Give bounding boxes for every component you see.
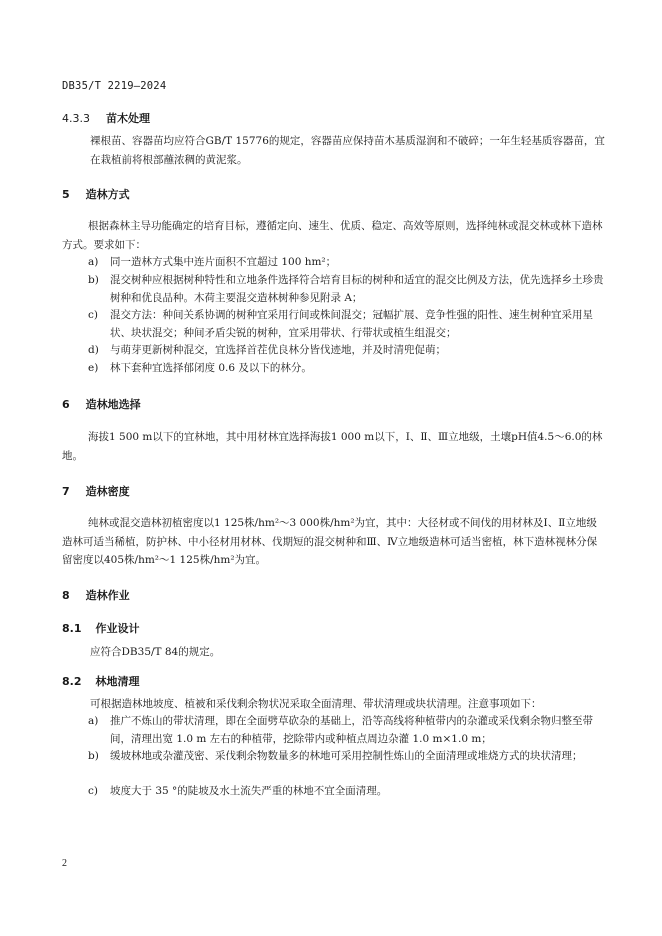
section-number: 8.1 — [62, 622, 82, 635]
section-8-2-heading — [62, 673, 140, 689]
section-title: 造林地选择 — [85, 398, 141, 411]
section-8-1-paragraph: 应符合DB35/T 84的规定。 — [90, 646, 221, 658]
section-title: 造林方式 — [85, 188, 130, 201]
list-text: 混交树种应根据树种特性和立地条件选择符合培育目标的树种和适宜的混交比例及方法，优先选择乡土珍贵树种和优良品种。木荷主要混交造林树种参见附录 A； — [110, 274, 604, 304]
section-4-3-3-paragraph: 裸根苗、容器苗均应符合GB/T 15776的规定，容器苗应保持苗木基质湿润和不破碎；一年生轻基质容器苗，宜在栽植前将根部蘸浓稠的黄泥浆。 — [90, 135, 605, 166]
section-title: 造林密度 — [85, 485, 130, 498]
page-number: 2 — [62, 858, 67, 869]
list-text: 推广不炼山的带状清理，即在全面劈草砍杂的基础上，沿等高线将种植带内的杂灌或采伐剩余物归整至带间，清理出宽 1.0 m 左右的种植带，挖除带内或种植点周边杂灌 1.0 m×1.0 m； — [110, 715, 593, 745]
list-label: a) — [88, 715, 99, 727]
section-number: 7 — [62, 485, 70, 498]
section-8-1-heading — [62, 620, 140, 636]
section-8-heading — [62, 587, 130, 603]
standard-code-header: DB35/T 2219—2024 — [62, 80, 167, 92]
list-text: 混交方法：种间关系协调的树种宜采用行间或株间混交；冠幅扩展、竞争性强的阳性、速生树种宜采用星状、块状混交；种间矛盾尖锐的树种，宜采用带状、行带状或植生组混交； — [110, 309, 593, 339]
section-number: 6 — [62, 398, 70, 411]
section-5-heading — [62, 186, 130, 202]
section-number: 4.3.3 — [62, 112, 90, 125]
section-7-paragraph: 纯林或混交造林初植密度以1 125株/hm²～3 000株/hm²为宜，其中：大径材或不间伐的用材林及Ⅰ、Ⅱ立地级造林可适当稀植，防护林、中小径材用材林、伐期短的混交树种和Ⅲ、Ⅳ立地级造林可适当密植，林下造林视林分保留密度以405株/hm²～1 125株/hm²为宜。 — [62, 517, 598, 566]
list-item — [88, 254, 608, 272]
list-item — [88, 307, 608, 342]
list-text: 与萌芽更新树种混交，宜选择首茬优良林分皆伐迹地，并及时清兜促萌； — [110, 344, 446, 356]
section-title: 林地清理 — [95, 675, 140, 688]
section-number: 8.2 — [62, 675, 82, 688]
list-text: 缓坡林地或杂灌茂密、采伐剩余物数量多的林地可采用控制性炼山的全面清理或堆烧方式的块状清理； — [110, 750, 583, 762]
list-text: 坡度大于 35 °的陡坡及水土流失严重的林地不宜全面清理。 — [110, 785, 388, 797]
section-number: 5 — [62, 188, 70, 201]
list-item — [88, 360, 608, 378]
list-text: 同一造林方式集中连片面积不宜超过 100 hm²； — [110, 256, 337, 268]
section-4-3-3-heading — [62, 110, 150, 126]
section-title: 苗木处理 — [106, 112, 150, 125]
section-title: 造林作业 — [85, 589, 130, 602]
section-6-heading — [62, 396, 141, 412]
list-item — [88, 748, 608, 766]
list-item — [88, 342, 608, 360]
list-label: a) — [88, 256, 99, 268]
section-7-heading — [62, 483, 130, 499]
list-label: d) — [88, 344, 99, 356]
list-label: b) — [88, 274, 99, 286]
section-title: 作业设计 — [95, 622, 140, 635]
list-label: b) — [88, 750, 99, 762]
section-8-2-paragraph: 可根据造林地坡度、植被和采伐剩余物状况采取全面清理、带状清理或块状清理。注意事项如下： — [90, 698, 542, 710]
section-number: 8 — [62, 589, 70, 602]
list-item — [88, 713, 608, 748]
list-label: c) — [88, 785, 98, 797]
list-text: 林下套种宜选择郁闭度 0.6 及以下的林分。 — [110, 362, 312, 374]
list-item — [88, 272, 608, 307]
list-label: c) — [88, 309, 98, 321]
section-6-paragraph: 海拔1 500 m以下的宜林地，其中用材林宜选择海拔1 000 m以下，Ⅰ、Ⅱ、Ⅲ立地级，土壤pH值4.5～6.0的林地。 — [62, 431, 603, 462]
list-label: e) — [88, 362, 99, 374]
section-5-paragraph: 根据森林主导功能确定的培育目标，遵循定向、速生、优质、稳定、高效等原则，选择纯林或混交林或林下造林方式。要求如下： — [62, 220, 603, 251]
list-item — [88, 783, 608, 801]
